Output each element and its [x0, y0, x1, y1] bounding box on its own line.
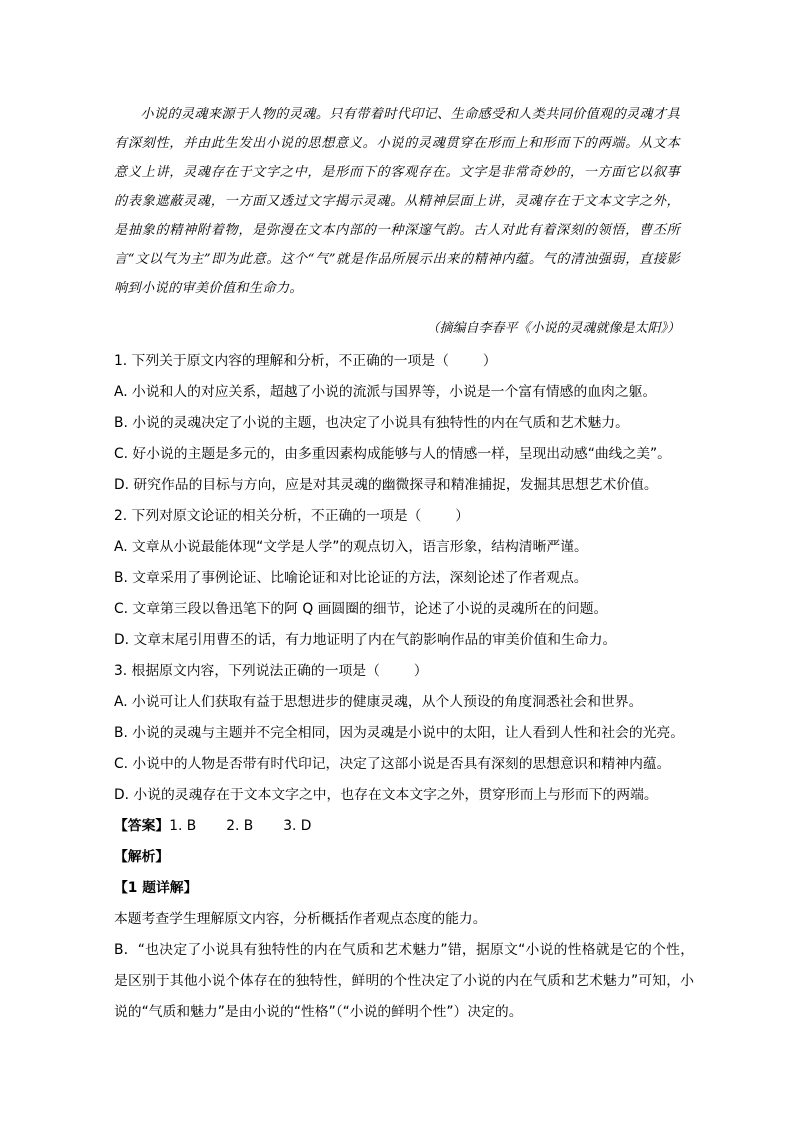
question-2 [114, 501, 694, 656]
question-stem [114, 501, 694, 532]
analysis-intro: 本题考查学生理解原文内容，分析概括作者观点态度的能力。 [114, 911, 487, 927]
answer-item: 3. D [283, 818, 312, 834]
reading-passage [114, 100, 680, 303]
option-c: C. 好小说的主题是多元的，由多重因素构成能够与人的情感一样，呈现出动感“曲线之美”。 [114, 446, 671, 462]
option-a: A. 小说和人的对应关系，超越了小说的流派与国界等，小说是一个富有情感的血肉之躯。 [114, 384, 657, 400]
option-d: D. 小说的灵魂存在于文本文字之中，也存在文本文字之外，贯穿形而上与形而下的两端。 [114, 787, 658, 803]
question-3 [114, 656, 694, 811]
analysis-label: 【解析】 [114, 849, 170, 865]
question-stem-close: ） [455, 508, 470, 524]
option-c: C. 小说中的人物是否带有时代印记，决定了这部小说是否具有深刻的思想意识和精神内蕴。 [114, 756, 671, 772]
question-stem-text: 3. 根据原文内容，下列说法正确的一项是（ [114, 663, 380, 679]
answer-item: 2. B [226, 818, 254, 834]
question-stem [114, 346, 694, 377]
passage-source: （摘编自李春平《小说的灵魂就像是太阳》） [426, 321, 680, 336]
question-1 [114, 346, 694, 501]
answer-label: 【答案】 [114, 818, 170, 834]
option-b: B. 文章采用了事例论证、比喻论证和对比论证的方法，深刻论述了作者观点。 [114, 570, 588, 586]
answer-item: 1. B [169, 818, 197, 834]
question-stem [114, 656, 694, 687]
option-b: B. 小说的灵魂决定了小说的主题，也决定了小说具有独特性的内在气质和艺术魅力。 [114, 415, 629, 431]
option-d: D. 文章末尾引用曹丕的话，有力地证明了内在气韵影响作品的审美价值和生命力。 [114, 632, 617, 648]
question-stem-text: 1. 下列关于原文内容的理解和分析，不正确的一项是（ [114, 353, 449, 369]
option-b: B. 小说的灵魂与主题并不完全相同，因为灵魂是小说中的太阳，让人看到人性和社会的光亮。 [114, 725, 685, 741]
analysis-detail: B．“也决定了小说具有独特性的内在气质和艺术魅力”错，据原文“小说的性格就是它的个性，是区别于其他小说个体存在的独特性，鲜明的个性决定了小说的内在气质和艺术魅力”可知，小说的“气质和魅力”是由小说的“性格”（“小说的鲜明个性”）决定的。 [114, 942, 694, 1020]
passage-paragraph: 小说的灵魂来源于人物的灵魂。只有带着时代印记、生命感受和人类共同价值观的灵魂才具有深刻性，并由此生发出小说的思想意义。小说的灵魂贯穿在形而上和形而下的两端。从文本意义上讲，灵魂存在于文字之中，是形而下的客观存在。文字是非常奇妙的，一方面它以叙事的表象遮蔽灵魂，一方面又透过文字揭示灵魂。从精神层面上讲，灵魂存在于文本文字之外，是抽象的精神附着物，是弥漫在文本内部的一种深邃气韵。古人对此有着深刻的领悟，曹丕所言“文以气为主”即为此意。这个“气”就是作品所展示出来的精神内蕴。气的清浊强弱，直接影响到小说的审美价值和生命力。 [114, 107, 680, 296]
analysis-sub-label: 【1 题详解】 [114, 880, 198, 896]
option-c: C. 文章第三段以鲁迅笔下的阿 Q 画圆圈的细节，论述了小说的灵魂所在的问题。 [114, 601, 608, 617]
option-a: A. 文章从小说最能体现“文学是人学”的观点切入，语言形象，结构清晰严谨。 [114, 539, 588, 555]
answer-line [114, 811, 694, 842]
questions-section [114, 346, 694, 1028]
option-a: A. 小说可让人们获取有益于思想进步的健康灵魂，从个人预设的角度洞悉社会和世界。 [114, 694, 643, 710]
option-d: D. 研究作品的目标与方向，应是对其灵魂的幽微探寻和精准捕捉，发掘其思想艺术价值。 [114, 477, 658, 493]
question-stem-close: ） [413, 663, 428, 679]
question-stem-close: ） [482, 353, 497, 369]
question-stem-text: 2. 下列对原文论证的相关分析，不正确的一项是（ [114, 508, 422, 524]
